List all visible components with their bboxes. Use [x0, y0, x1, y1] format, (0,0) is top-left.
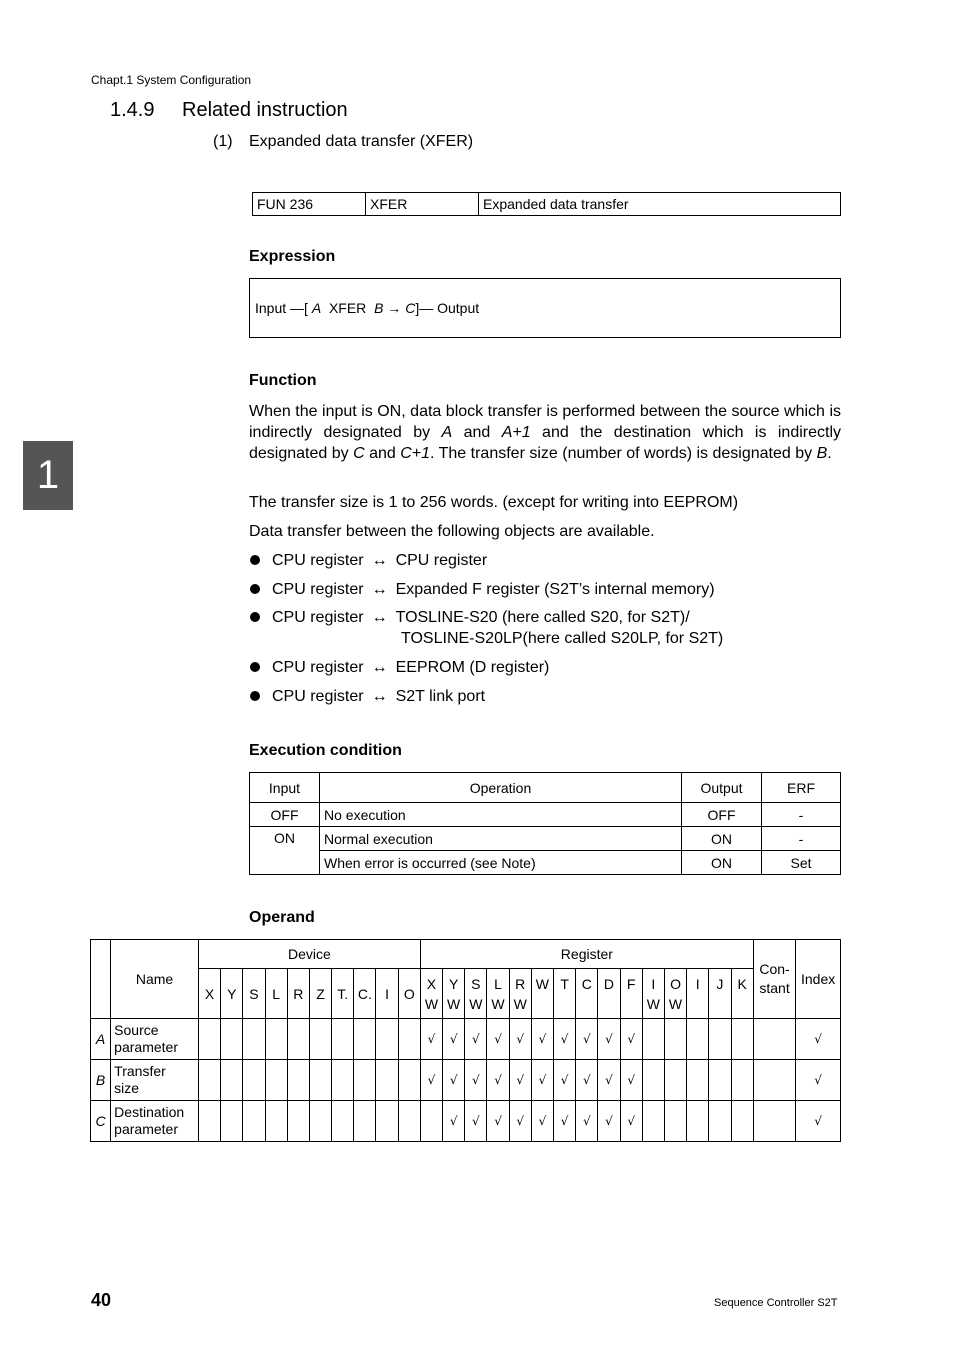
check-mark-icon: √ — [554, 1060, 576, 1101]
bidirectional-arrow-icon: ↔ — [371, 688, 388, 705]
operand-symbol: B — [91, 1060, 111, 1101]
expr-arrow: → — [387, 300, 402, 316]
operand-name-line2: parameter — [114, 1121, 178, 1137]
operand-name-line2: parameter — [114, 1039, 178, 1055]
exec-header-output: Output — [682, 773, 762, 803]
device-header: Device — [198, 940, 420, 969]
p1-text-a: When the input is ON, data block transfer is performed between the source which is indirectly designated by — [249, 403, 841, 441]
constant-cell — [753, 1101, 795, 1142]
register-col-bottom: W — [469, 995, 483, 1012]
function-paragraph-2: The transfer size is 1 to 256 words. (except for writing into EEPROM) — [249, 494, 739, 511]
bullet-right: CPU register — [395, 552, 488, 569]
register-col-top: T — [560, 975, 569, 992]
register-col-bottom — [532, 994, 553, 1014]
bullet-right: Expanded F register (S2T’s internal memory) — [395, 581, 715, 598]
register-cell — [664, 1060, 686, 1101]
device-cell — [376, 1101, 398, 1142]
device-cell — [376, 1019, 398, 1060]
operand-name — [111, 1060, 199, 1101]
p1-var-c1: C+1 — [400, 445, 431, 462]
check-mark-icon: √ — [509, 1101, 531, 1142]
register-cell — [420, 1101, 442, 1142]
section-number: 1.4.9 — [110, 99, 155, 121]
mnemonic-cell: XFER — [366, 193, 479, 216]
bullet-dot-icon — [250, 691, 260, 701]
section-title-text: Related instruction — [182, 99, 348, 121]
check-mark-icon: √ — [576, 1101, 598, 1142]
check-mark-icon: √ — [487, 1060, 509, 1101]
function-paragraph-3: Data transfer between the following objects are available. — [249, 523, 655, 540]
operand-name — [111, 1101, 199, 1142]
register-col-top: Y — [448, 975, 459, 992]
register-col-header — [620, 969, 642, 1019]
operand-name-line1: Source — [114, 1022, 159, 1038]
register-col-header — [598, 969, 620, 1019]
exec-cell-output: ON — [682, 827, 762, 851]
bullet-left: CPU register — [272, 552, 364, 569]
register-col-top: C — [581, 975, 592, 992]
device-cell — [198, 1019, 220, 1060]
subsection-title — [213, 133, 473, 151]
device-cell — [332, 1101, 354, 1142]
p1-and-1: and — [452, 424, 502, 441]
register-col-header — [687, 969, 709, 1019]
device-cell — [221, 1019, 243, 1060]
register-col-top: K — [737, 975, 747, 992]
register-col-top: W — [535, 975, 550, 992]
check-mark-icon: √ — [443, 1019, 465, 1060]
exec-cell-output: ON — [682, 851, 762, 875]
device-cell — [354, 1060, 376, 1101]
chapter-tab: 1 — [23, 441, 73, 510]
bullet-dot-icon — [250, 612, 260, 622]
device-cell — [332, 1060, 354, 1101]
operand-symbol: C — [91, 1101, 111, 1142]
table-row — [91, 1019, 841, 1060]
check-mark-icon: √ — [620, 1101, 642, 1142]
operand-name-header: Name — [111, 940, 199, 1019]
device-cell — [354, 1101, 376, 1142]
device-cell — [398, 1060, 420, 1101]
fun-number-cell: FUN 236 — [253, 193, 366, 216]
exec-cell-output: OFF — [682, 803, 762, 827]
check-mark-icon: √ — [465, 1101, 487, 1142]
check-mark-icon: √ — [531, 1101, 553, 1142]
bullet-left: CPU register — [272, 581, 364, 598]
check-mark-icon: √ — [509, 1019, 531, 1060]
device-cell — [287, 1101, 309, 1142]
function-id-table — [252, 192, 841, 216]
register-col-top: D — [603, 975, 615, 992]
register-col-top: R — [515, 975, 526, 992]
operand-symbol-header — [91, 940, 111, 1019]
operand-name-line1: Transfer — [114, 1063, 166, 1079]
register-col-header — [487, 969, 509, 1019]
device-cell — [243, 1019, 265, 1060]
register-col-bottom — [576, 994, 597, 1014]
device-col-header: L — [265, 969, 287, 1019]
device-cell — [243, 1101, 265, 1142]
index-header: Index — [796, 940, 841, 1019]
check-mark-icon: √ — [598, 1060, 620, 1101]
table-row — [91, 1101, 841, 1142]
register-col-bottom — [621, 994, 642, 1014]
p1-var-c: C — [353, 445, 365, 462]
register-cell — [664, 1019, 686, 1060]
register-header: Register — [420, 940, 753, 969]
device-cell — [376, 1060, 398, 1101]
register-cell — [731, 1101, 753, 1142]
execution-table — [249, 772, 841, 875]
check-mark-icon: √ — [554, 1101, 576, 1142]
register-col-header — [731, 969, 753, 1019]
bullet-item — [249, 607, 849, 651]
check-mark-icon: √ — [531, 1019, 553, 1060]
register-cell — [664, 1101, 686, 1142]
operand-name-line1: Destination — [114, 1104, 185, 1120]
check-mark-icon: √ — [576, 1060, 598, 1101]
bullet-dot-icon — [250, 662, 260, 672]
exec-cell-operation: Normal execution — [320, 827, 682, 851]
exec-cell-erf: - — [762, 827, 841, 851]
device-col-header: Y — [221, 969, 243, 1019]
check-mark-icon: √ — [554, 1019, 576, 1060]
device-cell — [265, 1101, 287, 1142]
expr-op: XFER — [328, 300, 367, 316]
constant-header: Con- stant — [753, 940, 795, 1019]
section-title — [110, 99, 348, 122]
check-mark-icon: √ — [796, 1060, 841, 1101]
constant-cell — [753, 1060, 795, 1101]
register-col-bottom — [554, 994, 575, 1014]
execution-heading: Execution condition — [249, 742, 402, 759]
operand-heading: Operand — [249, 909, 315, 926]
exec-header-input: Input — [250, 773, 320, 803]
p1-and-2: and — [364, 445, 401, 462]
expression-box — [249, 278, 841, 338]
bidirectional-arrow-icon: ↔ — [371, 659, 388, 676]
check-mark-icon: √ — [796, 1019, 841, 1060]
check-mark-icon: √ — [576, 1019, 598, 1060]
register-col-header — [531, 969, 553, 1019]
device-cell — [265, 1060, 287, 1101]
check-mark-icon: √ — [620, 1019, 642, 1060]
table-row — [91, 1060, 841, 1101]
expr-input: Input — [255, 300, 287, 316]
exec-header-operation: Operation — [320, 773, 682, 803]
exec-cell-input: OFF — [250, 803, 320, 827]
bullet-left: CPU register — [272, 688, 364, 705]
device-cell — [265, 1019, 287, 1060]
table-row — [250, 827, 841, 851]
expression-heading: Expression — [249, 248, 336, 265]
p1-text-b: and the destination which is indirectly designated by — [249, 424, 842, 462]
register-col-header — [443, 969, 465, 1019]
device-col-header: C. — [354, 969, 376, 1019]
register-col-top: X — [426, 975, 437, 992]
check-mark-icon: √ — [465, 1019, 487, 1060]
register-col-header — [554, 969, 576, 1019]
check-mark-icon: √ — [487, 1019, 509, 1060]
register-col-top: O — [670, 975, 681, 992]
register-col-bottom: W — [646, 995, 660, 1012]
operand-symbol: A — [91, 1019, 111, 1060]
expr-line-left: —[ — [290, 300, 308, 316]
function-heading: Function — [249, 372, 317, 389]
device-cell — [198, 1101, 220, 1142]
check-mark-icon: √ — [796, 1101, 841, 1142]
exec-cell-operation: No execution — [320, 803, 682, 827]
expr-operand-c: C — [405, 300, 416, 316]
device-cell — [354, 1019, 376, 1060]
register-col-bottom — [732, 994, 753, 1014]
check-mark-icon: √ — [620, 1060, 642, 1101]
check-mark-icon: √ — [598, 1101, 620, 1142]
check-mark-icon: √ — [598, 1019, 620, 1060]
register-col-bottom: W — [424, 995, 439, 1012]
register-cell — [709, 1060, 731, 1101]
register-cell — [642, 1060, 664, 1101]
running-header: Chapt.1 System Configuration — [91, 73, 252, 87]
p1-var-b: B — [816, 445, 828, 462]
bidirectional-arrow-icon: ↔ — [371, 581, 388, 598]
device-cell — [221, 1101, 243, 1142]
p1-var-a: A — [441, 424, 453, 441]
check-mark-icon: √ — [420, 1019, 442, 1060]
expr-output: Output — [437, 300, 480, 316]
device-col-header: I — [376, 969, 398, 1019]
p1-text-c: . The transfer size (number of words) is designated by — [430, 445, 817, 462]
device-col-header: O — [398, 969, 420, 1019]
expr-line-right: ]— — [415, 300, 434, 316]
ladder-expression — [255, 300, 479, 316]
register-cell — [731, 1019, 753, 1060]
register-cell — [731, 1060, 753, 1101]
exec-header-erf: ERF — [762, 773, 841, 803]
register-col-bottom — [709, 994, 730, 1014]
function-paragraph-1 — [249, 401, 841, 464]
exec-cell-operation: When error is occurred (see Note) — [320, 851, 682, 875]
page-number: 40 — [91, 1290, 112, 1310]
device-cell — [243, 1060, 265, 1101]
register-col-top: F — [626, 975, 636, 992]
device-cell — [287, 1019, 309, 1060]
register-col-header — [642, 969, 664, 1019]
device-cell — [309, 1060, 331, 1101]
register-col-header — [509, 969, 531, 1019]
bullet-right: EEPROM (D register) — [395, 659, 550, 676]
device-cell — [221, 1060, 243, 1101]
check-mark-icon: √ — [487, 1101, 509, 1142]
check-mark-icon: √ — [465, 1060, 487, 1101]
register-col-header — [576, 969, 598, 1019]
operand-name-line2: size — [114, 1080, 140, 1096]
bullet-left: CPU register — [272, 659, 364, 676]
bullet-dot-icon — [250, 584, 260, 594]
device-cell — [398, 1019, 420, 1060]
register-col-bottom: W — [491, 995, 505, 1012]
device-col-header: Z — [309, 969, 331, 1019]
check-mark-icon: √ — [443, 1060, 465, 1101]
register-col-top: L — [494, 975, 502, 992]
register-col-top: I — [695, 975, 700, 992]
table-row — [250, 851, 841, 875]
bidirectional-arrow-icon: ↔ — [371, 552, 388, 569]
device-cell — [398, 1101, 420, 1142]
bidirectional-arrow-icon: ↔ — [371, 609, 388, 626]
register-col-bottom: W — [513, 995, 527, 1012]
check-mark-icon: √ — [420, 1060, 442, 1101]
exec-cell-erf: - — [762, 803, 841, 827]
exec-cell-input: ON — [250, 827, 320, 875]
device-col-header: S — [243, 969, 265, 1019]
check-mark-icon: √ — [531, 1060, 553, 1101]
register-cell — [709, 1019, 731, 1060]
register-col-header — [465, 969, 487, 1019]
device-cell — [287, 1060, 309, 1101]
register-col-header — [664, 969, 686, 1019]
p1-end: . — [827, 445, 832, 462]
register-cell — [642, 1101, 664, 1142]
device-col-header: X — [198, 969, 220, 1019]
register-cell — [687, 1060, 709, 1101]
device-col-header: T. — [332, 969, 354, 1019]
footer-title: Sequence Controller S2T — [714, 1297, 838, 1309]
register-col-top: I — [651, 975, 656, 992]
operand-name — [111, 1019, 199, 1060]
expr-operand-a: A — [311, 300, 322, 316]
register-cell — [709, 1101, 731, 1142]
bullet-right-continued: TOSLINE-S20LP(here called S20LP, for S2T) — [401, 630, 724, 647]
register-cell — [642, 1019, 664, 1060]
register-col-bottom — [687, 994, 708, 1014]
device-col-header: R — [287, 969, 309, 1019]
register-col-bottom — [598, 994, 619, 1014]
bullet-left: CPU register — [272, 609, 364, 626]
subsection-title-text: Expanded data transfer (XFER) — [249, 133, 474, 150]
operand-table — [90, 939, 841, 1142]
register-col-top: S — [471, 975, 481, 992]
register-col-bottom: W — [668, 995, 683, 1012]
check-mark-icon: √ — [443, 1101, 465, 1142]
exec-cell-erf: Set — [762, 851, 841, 875]
register-cell — [687, 1101, 709, 1142]
register-col-top: J — [716, 975, 724, 992]
check-mark-icon: √ — [509, 1060, 531, 1101]
device-cell — [332, 1019, 354, 1060]
subsection-index: (1) — [213, 133, 233, 150]
p1-var-a1: A+1 — [501, 424, 531, 441]
bullet-dot-icon — [250, 555, 260, 565]
device-cell — [309, 1101, 331, 1142]
register-col-bottom: W — [447, 995, 461, 1012]
bullet-right: TOSLINE-S20 (here called S20, for S2T)/ — [395, 609, 690, 626]
table-row — [250, 803, 841, 827]
register-col-header — [420, 969, 442, 1019]
device-cell — [198, 1060, 220, 1101]
expr-operand-b: B — [374, 300, 384, 316]
description-cell: Expanded data transfer — [479, 193, 841, 216]
register-cell — [687, 1019, 709, 1060]
register-col-header — [709, 969, 731, 1019]
constant-cell — [753, 1019, 795, 1060]
bullet-right: S2T link port — [395, 688, 486, 705]
device-cell — [309, 1019, 331, 1060]
